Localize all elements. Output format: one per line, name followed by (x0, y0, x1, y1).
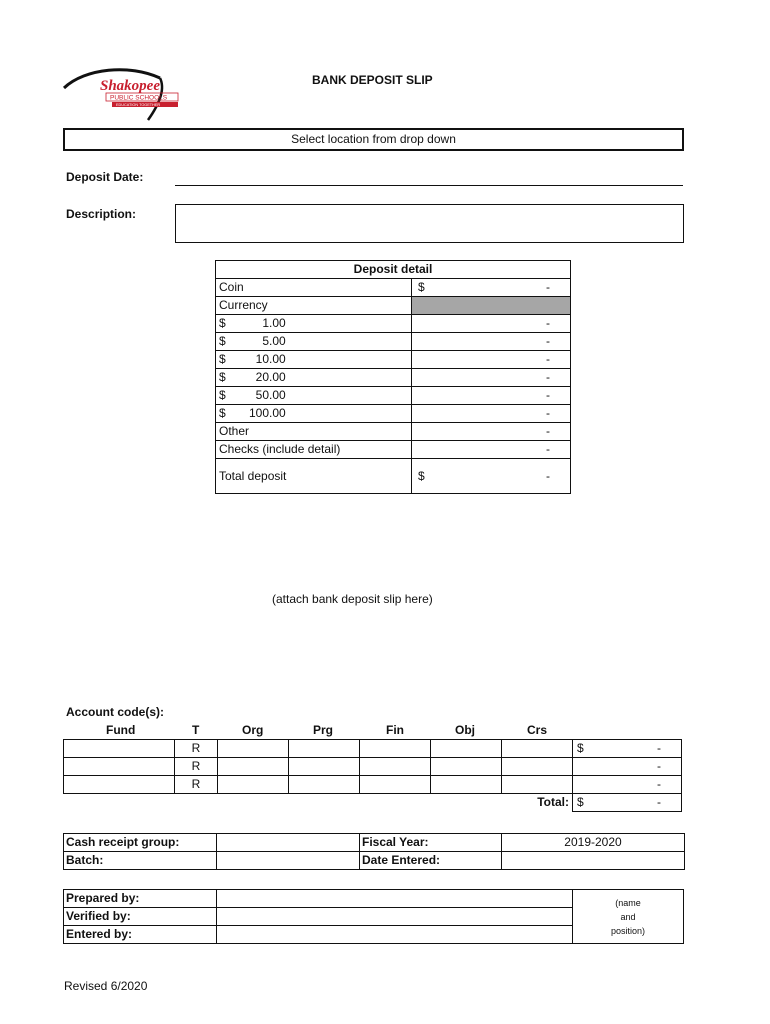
currency-shaded-cell (412, 297, 571, 315)
location-dropdown[interactable]: Select location from drop down (63, 128, 684, 151)
account-total-cell: $ - (573, 794, 682, 812)
denomination-label: $ 20.00 (216, 369, 412, 387)
denomination-label: $ 5.00 (216, 333, 412, 351)
fund-input[interactable] (64, 740, 175, 758)
logo-tagline: EDUCATION TOGETHER (116, 103, 161, 107)
org-input[interactable] (218, 740, 289, 758)
date-entered-label: Date Entered: (360, 852, 502, 870)
denomination-amount-cell[interactable]: - (412, 315, 571, 333)
revised-note: Revised 6/2020 (64, 979, 148, 993)
table-row (64, 834, 685, 852)
coin-amount-cell[interactable] (412, 279, 571, 297)
fiscal-year-value[interactable]: 2019-2020 (502, 834, 685, 852)
verified-by-label: Verified by: (64, 908, 217, 926)
denomination-label: $ 50.00 (216, 387, 412, 405)
table-row (216, 279, 571, 297)
total-deposit-label: Total deposit (216, 459, 412, 494)
org-input[interactable] (218, 776, 289, 794)
col-org: Org (242, 723, 264, 737)
obj-input[interactable] (431, 740, 502, 758)
date-entered-input[interactable] (502, 852, 685, 870)
col-prg: Prg (313, 723, 334, 737)
fin-input[interactable] (360, 758, 431, 776)
signoff-table (63, 889, 684, 944)
table-row (216, 369, 571, 387)
receipt-table (63, 833, 685, 870)
table-row (216, 405, 571, 423)
prepared-by-label: Prepared by: (64, 890, 217, 908)
account-codes-table (63, 739, 682, 812)
table-row (216, 441, 571, 459)
table-row (64, 852, 685, 870)
table-row (216, 387, 571, 405)
type-cell: R (175, 740, 218, 758)
prepared-by-input[interactable] (217, 890, 573, 908)
obj-input[interactable] (431, 758, 502, 776)
coin-value: - (546, 280, 550, 294)
verified-by-input[interactable] (217, 908, 573, 926)
attach-note: (attach bank deposit slip here) (272, 592, 433, 606)
denomination-amount-cell[interactable]: - (412, 405, 571, 423)
table-row (64, 758, 682, 776)
table-row (64, 890, 684, 908)
shakopee-logo (60, 66, 185, 124)
fund-input[interactable] (64, 776, 175, 794)
type-cell: R (175, 758, 218, 776)
col-fund: Fund (106, 723, 136, 737)
other-label: Other (216, 423, 412, 441)
name-position-note: (name and position) (573, 890, 684, 944)
table-row (216, 459, 571, 494)
amount-cell[interactable]: - (573, 758, 682, 776)
table-row (216, 315, 571, 333)
checks-label: Checks (include detail) (216, 441, 412, 459)
org-input[interactable] (218, 758, 289, 776)
type-cell: R (175, 776, 218, 794)
deposit-date-label: Deposit Date: (66, 170, 144, 184)
prg-input[interactable] (289, 776, 360, 794)
prg-input[interactable] (289, 740, 360, 758)
logo-subtitle: PUBLIC SCHOOLS (110, 94, 168, 102)
denomination-label: $ 10.00 (216, 351, 412, 369)
coin-label: Coin (216, 279, 412, 297)
amount-cell[interactable]: $ - (573, 740, 682, 758)
denomination-amount-cell[interactable]: - (412, 351, 571, 369)
currency-label: Currency (216, 297, 412, 315)
col-obj: Obj (455, 723, 475, 737)
col-crs: Crs (527, 723, 548, 737)
crs-input[interactable] (502, 776, 573, 794)
cash-receipt-group-label: Cash receipt group: (64, 834, 217, 852)
denomination-amount-cell[interactable]: - (412, 369, 571, 387)
description-field[interactable] (175, 204, 684, 243)
fin-input[interactable] (360, 776, 431, 794)
table-row (216, 351, 571, 369)
description-label: Description: (66, 207, 137, 221)
account-total-label: Total: (537, 795, 569, 810)
total-deposit-cell: $ - (412, 459, 571, 494)
deposit-detail-heading: Deposit detail (216, 261, 571, 279)
amount-cell[interactable]: - (573, 776, 682, 794)
table-row (64, 740, 682, 758)
denomination-amount-cell[interactable]: - (412, 333, 571, 351)
obj-input[interactable] (431, 776, 502, 794)
table-row (64, 794, 682, 812)
col-fin: Fin (386, 723, 404, 737)
crs-input[interactable] (502, 758, 573, 776)
denomination-label: $ 1.00 (216, 315, 412, 333)
prg-input[interactable] (289, 758, 360, 776)
page-title: BANK DEPOSIT SLIP (312, 73, 433, 87)
table-row (216, 297, 571, 315)
other-amount-cell[interactable]: - (412, 423, 571, 441)
table-row (216, 333, 571, 351)
denomination-label: $ 100.00 (216, 405, 412, 423)
batch-label: Batch: (64, 852, 217, 870)
account-codes-label: Account code(s): (66, 705, 165, 719)
checks-amount-cell[interactable]: - (412, 441, 571, 459)
fiscal-year-label: Fiscal Year: (360, 834, 502, 852)
col-t: T (192, 723, 200, 737)
entered-by-label: Entered by: (64, 926, 217, 944)
deposit-date-field[interactable] (175, 185, 683, 186)
fin-input[interactable] (360, 740, 431, 758)
entered-by-input[interactable] (217, 926, 573, 944)
table-row (216, 423, 571, 441)
coin-currency: $ (418, 280, 425, 294)
denomination-amount-cell[interactable]: - (412, 387, 571, 405)
batch-input[interactable] (217, 852, 360, 870)
crs-input[interactable] (502, 740, 573, 758)
cash-receipt-group-input[interactable] (217, 834, 360, 852)
logo-wordmark: Shakopee (100, 78, 160, 94)
fund-input[interactable] (64, 758, 175, 776)
table-row (64, 776, 682, 794)
deposit-detail-table (215, 260, 571, 494)
